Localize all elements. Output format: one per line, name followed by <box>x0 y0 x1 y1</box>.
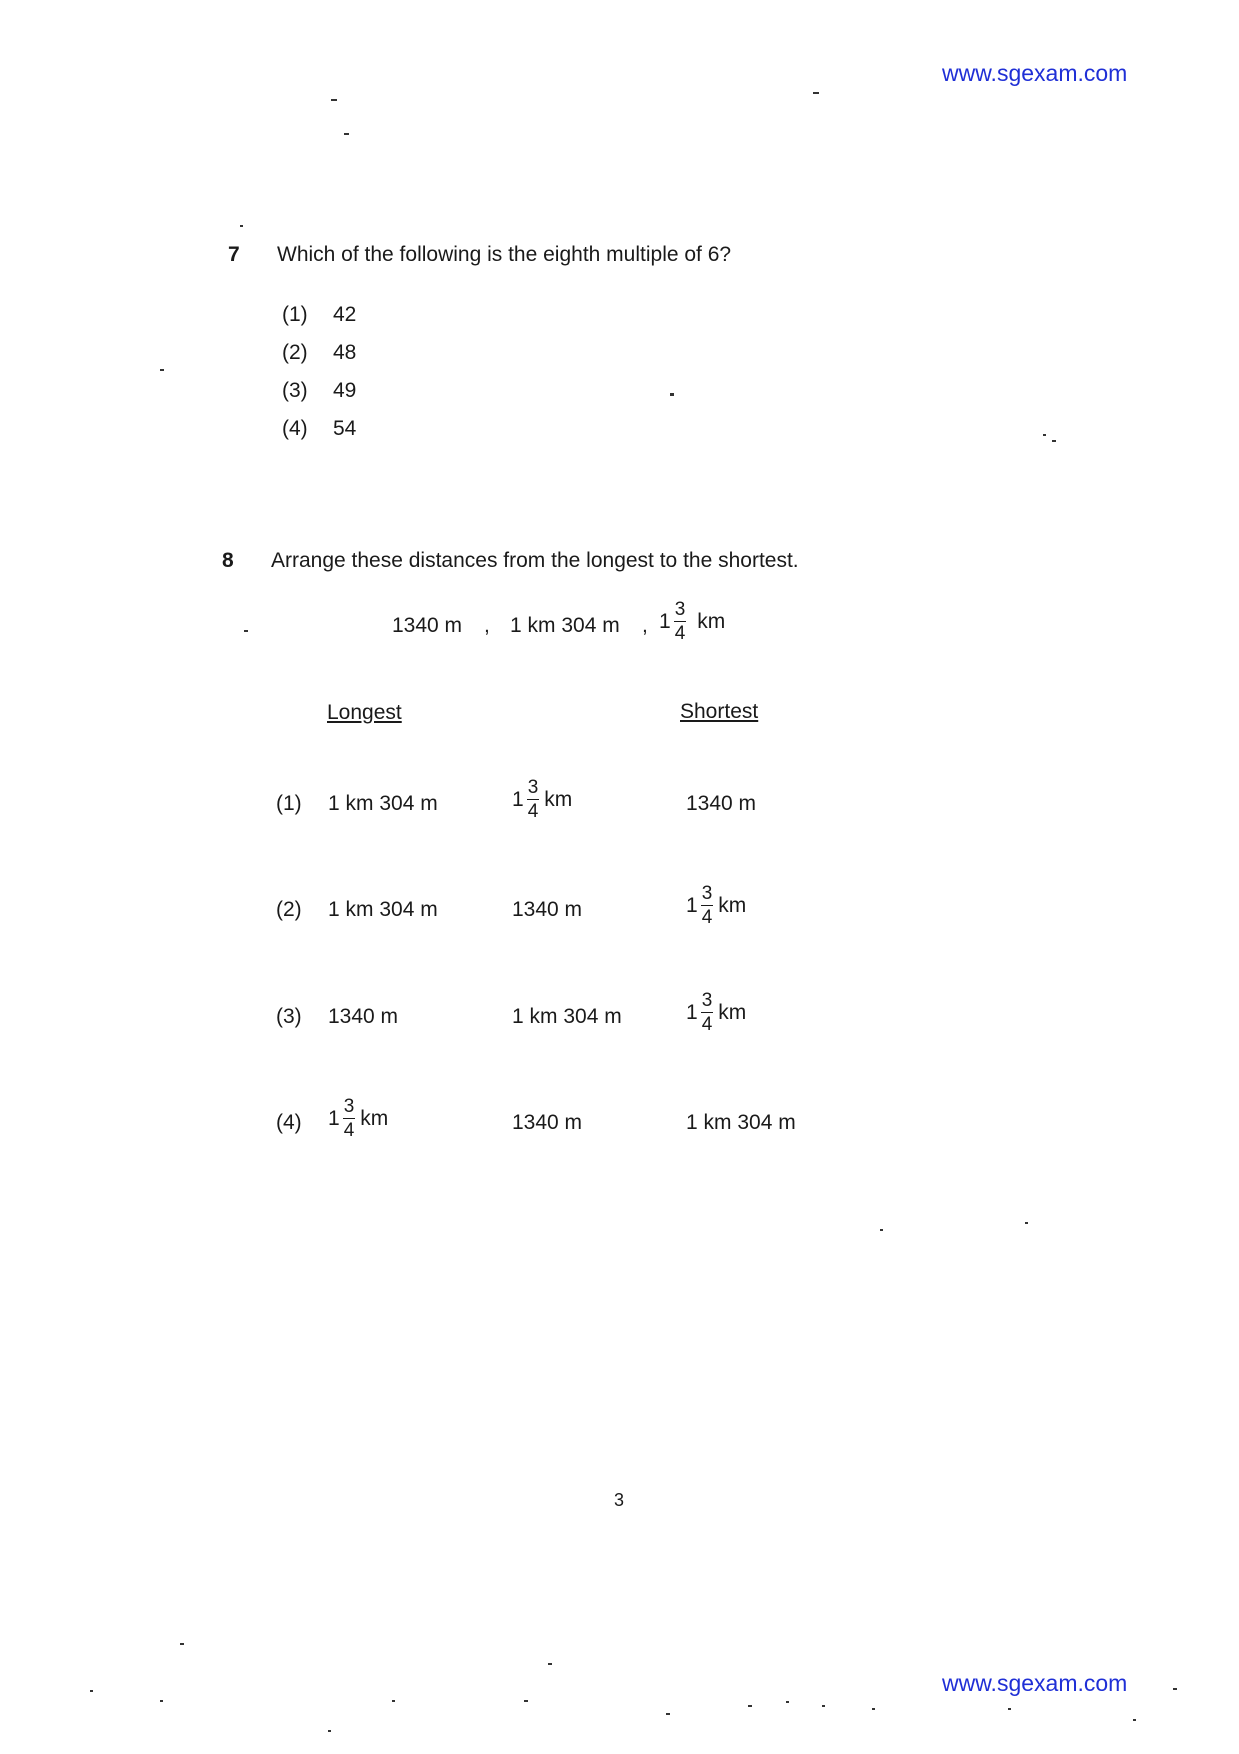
fraction <box>701 991 714 1034</box>
q8-option-4-label: (4) <box>276 1111 302 1134</box>
scan-speck <box>1133 1719 1136 1721</box>
scan-speck <box>524 1700 528 1702</box>
fraction <box>674 600 687 643</box>
q7-option-1-label: (1) <box>282 303 308 326</box>
mixed-whole: 1 <box>686 1001 698 1024</box>
mixed-whole: 1 <box>659 610 671 633</box>
scan-speck <box>240 225 243 227</box>
footer-site-link[interactable]: www.sgexam.com <box>942 1670 1128 1696</box>
scan-speck <box>328 1730 331 1732</box>
scan-speck <box>1043 434 1046 436</box>
q7-option-4-label: (4) <box>282 417 308 440</box>
q8-text: Arrange these distances from the longest to the shortest. <box>271 549 799 572</box>
fraction-denominator: 4 <box>674 623 686 644</box>
scan-speck <box>880 1229 883 1231</box>
fraction-denominator: 4 <box>527 801 539 822</box>
scan-speck <box>244 630 248 632</box>
scan-speck <box>548 1663 552 1665</box>
scan-speck <box>392 1700 395 1702</box>
scan-speck <box>786 1701 789 1703</box>
fraction <box>343 1097 356 1140</box>
q8-option-4-col1 <box>328 1097 388 1140</box>
header-site-link[interactable]: www.sgexam.com <box>942 60 1128 86</box>
scan-speck <box>90 1690 93 1692</box>
q8-option-1-col2 <box>512 778 572 821</box>
fraction-numerator: 3 <box>527 777 539 798</box>
q8-given-separator-2: , <box>642 614 648 637</box>
unit: km <box>697 610 726 633</box>
q8-option-3-col2: 1 km 304 m <box>512 1005 622 1028</box>
scan-speck <box>670 393 674 396</box>
scan-speck <box>872 1708 875 1710</box>
unit: km <box>544 788 573 811</box>
fraction-numerator: 3 <box>343 1096 355 1117</box>
fraction-numerator: 3 <box>701 883 713 904</box>
fraction-numerator: 3 <box>674 599 686 620</box>
q8-given-distance-3 <box>659 600 725 643</box>
fraction-numerator: 3 <box>701 990 713 1011</box>
scan-speck <box>666 1713 670 1715</box>
q7-option-1-value: 42 <box>333 303 357 326</box>
q7-option-3-label: (3) <box>282 379 308 402</box>
q8-option-2-col2: 1340 m <box>512 898 583 921</box>
q8-option-3-col3 <box>686 991 746 1034</box>
q8-option-2-label: (2) <box>276 898 302 921</box>
q8-number: 8 <box>222 549 234 572</box>
unit: km <box>718 1001 747 1024</box>
mixed-whole: 1 <box>512 788 524 811</box>
q7-option-2-value: 48 <box>333 341 357 364</box>
q7-option-3-value: 49 <box>333 379 357 402</box>
mixed-whole: 1 <box>686 894 698 917</box>
scan-speck <box>331 99 337 101</box>
scan-speck <box>1052 440 1056 442</box>
scan-speck <box>813 92 819 94</box>
scan-speck <box>160 1700 163 1702</box>
q8-option-3-col1: 1340 m <box>328 1005 399 1028</box>
fraction-denominator: 4 <box>343 1120 355 1141</box>
scan-speck <box>344 133 349 135</box>
fraction-denominator: 4 <box>701 1014 713 1035</box>
scan-speck <box>748 1705 752 1707</box>
page-number: 3 <box>614 1490 625 1510</box>
heading-shortest: Shortest <box>680 700 759 723</box>
scan-speck <box>1025 1222 1028 1224</box>
q8-given-distance-2: 1 km 304 m <box>510 614 620 637</box>
q7-number: 7 <box>228 243 240 266</box>
q7-option-2-label: (2) <box>282 341 308 364</box>
scan-speck <box>822 1705 825 1707</box>
q8-option-1-label: (1) <box>276 792 302 815</box>
fraction-denominator: 4 <box>701 907 713 928</box>
q7-text: Which of the following is the eighth multiple of 6? <box>277 243 732 266</box>
fraction <box>527 778 540 821</box>
mixed-whole: 1 <box>328 1107 340 1130</box>
scan-speck <box>1173 1688 1177 1690</box>
q8-option-4-col3: 1 km 304 m <box>686 1111 796 1134</box>
q7-option-4-value: 54 <box>333 417 357 440</box>
q8-option-2-col3 <box>686 884 746 927</box>
q8-given-distance-1: 1340 m <box>392 614 463 637</box>
q8-option-3-label: (3) <box>276 1005 302 1028</box>
unit: km <box>718 894 747 917</box>
unit: km <box>360 1107 389 1130</box>
q8-option-4-col2: 1340 m <box>512 1111 583 1134</box>
fraction <box>701 884 714 927</box>
q8-option-2-col1: 1 km 304 m <box>328 898 438 921</box>
scan-speck <box>180 1643 184 1645</box>
scan-speck <box>160 369 164 371</box>
heading-longest: Longest <box>327 701 402 724</box>
q8-option-1-col3: 1340 m <box>686 792 757 815</box>
q8-given-separator-1: , <box>484 614 490 637</box>
q8-option-1-col1: 1 km 304 m <box>328 792 438 815</box>
scan-speck <box>1008 1708 1011 1710</box>
